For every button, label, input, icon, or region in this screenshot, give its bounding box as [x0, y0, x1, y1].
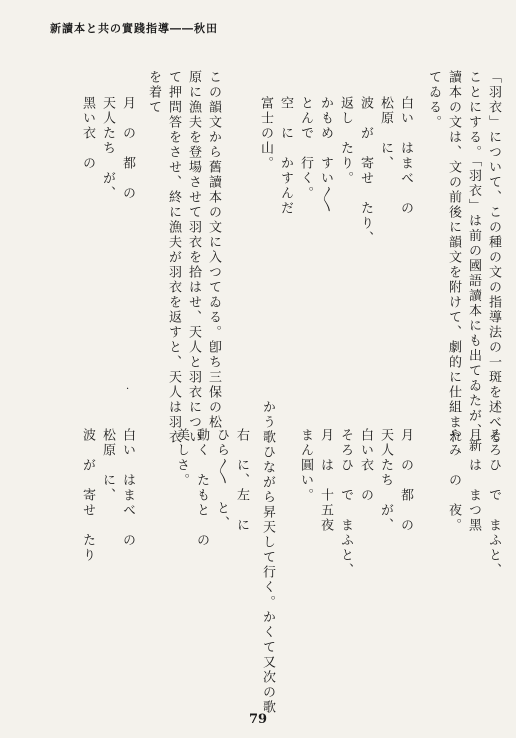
verse-line: 空 に かすんだ [278, 96, 293, 216]
verse-line: 白い衣 の [358, 428, 373, 503]
verse-line: 富士の山。 [258, 96, 273, 171]
verse-line: まん圓い。 [298, 428, 313, 503]
verse-line: ひら〳〵 と、 [214, 428, 229, 531]
verse-line: 松原 に、 [378, 96, 393, 171]
verse-line: とんで 行く。 [298, 96, 313, 201]
verse-line: 月 の 都 の [120, 96, 135, 201]
verse-line: 返し たり。 [338, 96, 353, 186]
text-column: てゐる。 [426, 70, 441, 130]
verse-line: 月 は 十五夜 [318, 428, 333, 533]
text-column: かう歌ひながら昇天して行く。かくて又次の歌 [260, 400, 275, 715]
text-column: ことにする。「羽衣」は前の國語讀本にも出てゐたが、新 [466, 70, 481, 454]
text-column: 原に漁夫を登場させて羽衣を拾はせ、天人と羽衣につい [186, 70, 201, 445]
text-column: 讀本の文は、文の前後に韻文を附けて、劇的に仕組まれ [446, 70, 461, 445]
verse-line: そろひ で まふと、 [486, 428, 501, 578]
verse-line: 波 が 寄せ たり、 [358, 96, 373, 246]
verse-line: 月 の 都 の [398, 428, 413, 533]
verse-line: 白い はまべ の [120, 428, 135, 548]
verse-line: 白い はまべ の [398, 96, 413, 216]
text-column: て押問答をさせ、終に漁夫が羽衣を返すと、天人は羽衣 [166, 70, 181, 445]
verse-line: 右 に、左 に [234, 428, 249, 533]
verse-line: 月 は まつ黑 [466, 428, 481, 533]
text-column: を着て [146, 70, 161, 115]
verse-line: 波 が 寄せ たり [80, 428, 95, 563]
verse-line: 天人たち が、 [100, 96, 115, 201]
verse-line: かもめ すい〳〵 [318, 96, 333, 214]
text-column: 「羽衣」について、この種の文の指導法の一斑を述べる [486, 70, 501, 445]
print-speck: · [126, 384, 130, 395]
verse-line: 美しさ。 [174, 428, 189, 488]
verse-line: そろひ で まふと、 [338, 428, 353, 578]
text-column: この韻文から舊讀本の文に入つてゐる。卽ち三保の松 [206, 70, 221, 430]
verse-line: 動く たもと の [194, 428, 209, 548]
verse-line: 天人たち が、 [378, 428, 393, 533]
page-number: 79 [248, 712, 268, 727]
verse-line: 松原 に、 [100, 428, 115, 503]
running-header: 新讀本と共の實踐指導――秋田 [50, 22, 218, 35]
verse-line: 黑い衣 の [80, 96, 95, 171]
verse-line: やみ の 夜。 [446, 428, 461, 533]
